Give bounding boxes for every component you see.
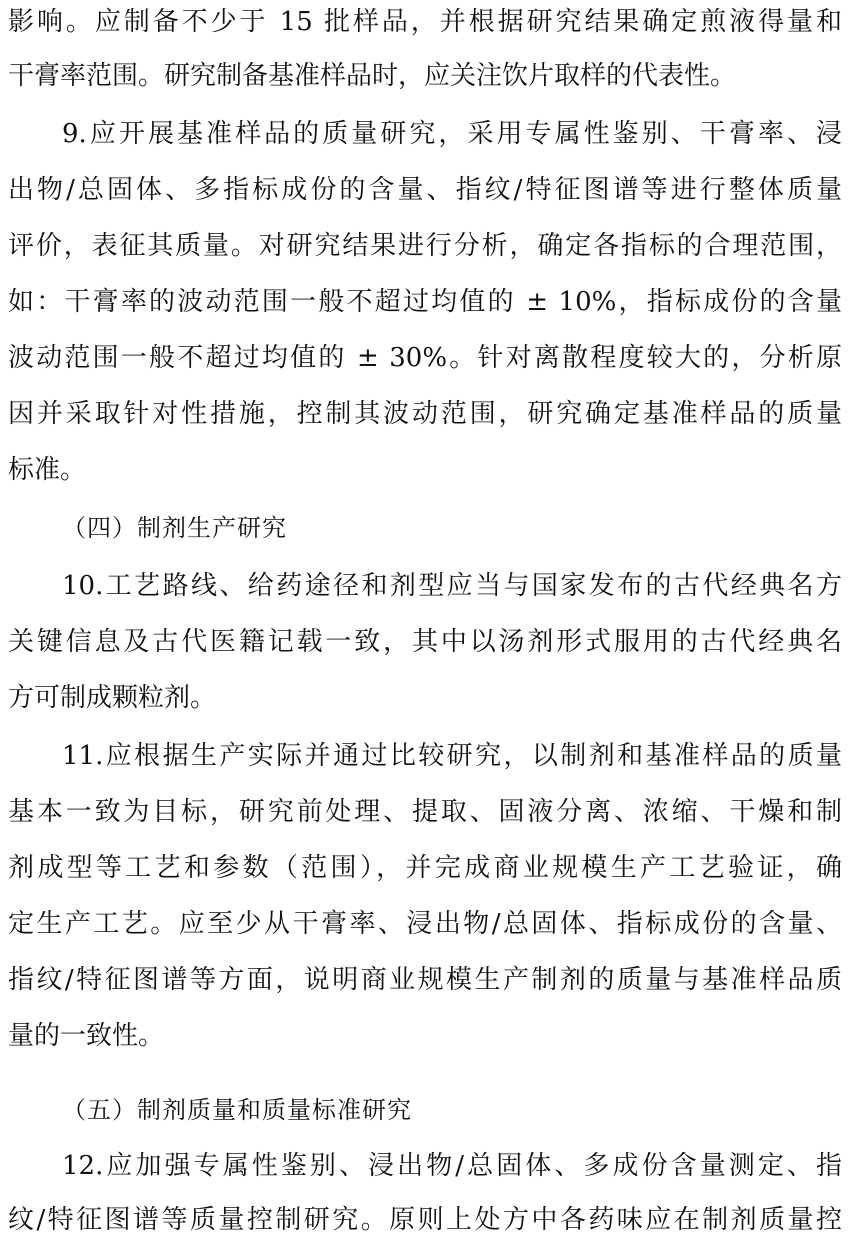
text-line: 因并采取针对性措施，控制其波动范围，研究确定基准样品的质量 — [8, 399, 842, 429]
text-line: 评价，表征其质量。对研究结果进行分析，确定各指标的合理范围， — [8, 231, 842, 261]
text-line: 纹/特征图谱等质量控制研究。原则上处方中各药味应在制剂质量控 — [8, 1205, 842, 1235]
text-line: 干膏率范围。研究制备基准样品时，应关注饮片取样的代表性。 — [8, 61, 737, 91]
section-heading: （四）制剂生产研究 — [62, 514, 287, 542]
text-line: 定生产工艺。应至少从干膏率、浸出物/总固体、指标成份的含量、 — [8, 909, 842, 939]
text-line: 量的一致性。 — [8, 1021, 165, 1051]
text-line: 标准。 — [8, 455, 87, 485]
text-line: 影响。应制备不少于 15 批样品，并根据研究结果确定煎液得量和 — [8, 7, 842, 37]
paragraph-first-line: 11.应根据生产实际并通过比较研究，以制剂和基准样品的质量 — [62, 741, 842, 771]
text-line: 剂成型等工艺和参数（范围），并完成商业规模生产工艺验证，确 — [8, 853, 842, 883]
text-line: 出物/总固体、多指标成份的含量、指纹/特征图谱等进行整体质量 — [8, 175, 842, 205]
text-line: 关键信息及古代医籍记载一致，其中以汤剂形式服用的古代经典名 — [8, 627, 842, 657]
section-heading: （五）制剂质量和质量标准研究 — [62, 1096, 412, 1124]
text-line: 波动范围一般不超过均值的 ± 30%。针对离散程度较大的，分析原 — [8, 343, 842, 373]
text-line: 方可制成颗粒剂。 — [8, 683, 217, 713]
paragraph-first-line: 10.工艺路线、给药途径和剂型应当与国家发布的古代经典名方 — [62, 571, 842, 601]
text-line: 指纹/特征图谱等方面，说明商业规模生产制剂的质量与基准样品质 — [8, 965, 842, 995]
paragraph-first-line: 9.应开展基准样品的质量研究，采用专属性鉴别、干膏率、浸 — [62, 119, 842, 149]
paragraph-first-line: 12.应加强专属性鉴别、浸出物/总固体、多成份含量测定、指 — [62, 1151, 842, 1181]
text-line: 如：干膏率的波动范围一般不超过均值的 ± 10%，指标成份的含量 — [8, 287, 842, 317]
text-line: 基本一致为目标，研究前处理、提取、固液分离、浓缩、干燥和制 — [8, 797, 842, 827]
